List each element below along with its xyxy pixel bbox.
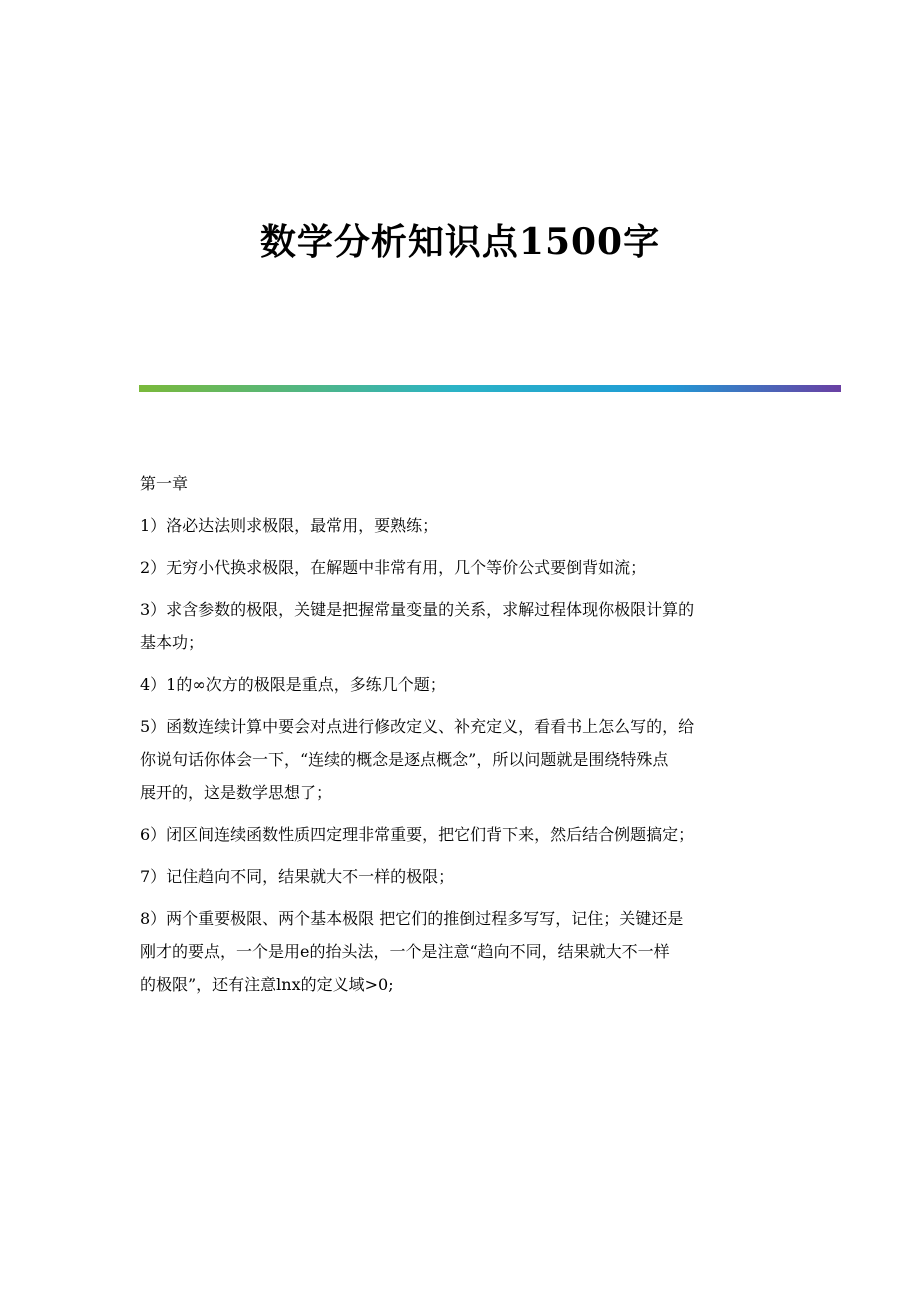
- document-title: 数学分析知识点1500字: [259, 221, 661, 263]
- title-divider: [139, 385, 841, 392]
- paragraph-item-1: [140, 509, 800, 542]
- text-line: 2）无穷小代换求极限，在解题中非常有用，几个等价公式要倒背如流；: [140, 558, 647, 577]
- text-line: 7）记住趋向不同，结果就大不一样的极限；: [140, 867, 455, 886]
- paragraph-item-6: [140, 818, 800, 851]
- text-line: 的极限”，还有注意lnx的定义域>0;: [140, 975, 394, 994]
- text-line: 你说句话你体会一下，“连续的概念是逐点概念”，所以问题就是围绕特殊点: [140, 750, 669, 769]
- paragraph-chapter-heading: [140, 467, 800, 500]
- paragraph-item-8: [140, 902, 800, 1001]
- text-line: 刚才的要点，一个是用e的抬头法，一个是注意“趋向不同，结果就大不一样: [140, 942, 670, 961]
- text-line: 5）函数连续计算中要会对点进行修改定义、补充定义，看看书上怎么写的，给: [140, 717, 695, 736]
- paragraph-item-2: [140, 551, 800, 584]
- text-line: 第一章: [140, 474, 189, 493]
- text-line: 基本功；: [140, 633, 205, 652]
- paragraph-item-4: [140, 668, 800, 701]
- document-body: [140, 467, 800, 1010]
- paragraph-item-5: [140, 710, 800, 809]
- paragraph-item-7: [140, 860, 800, 893]
- paragraph-item-3: [140, 593, 800, 659]
- text-line: 3）求含参数的极限，关键是把握常量变量的关系，求解过程体现你极限计算的: [140, 600, 695, 619]
- text-line: 6）闭区间连续函数性质四定理非常重要，把它们背下来，然后结合例题搞定；: [140, 825, 695, 844]
- text-line: 4）1的∞次方的极限是重点，多练几个题；: [140, 675, 446, 694]
- text-line: 1）洛必达法则求极限，最常用，要熟练；: [140, 516, 439, 535]
- text-line: 展开的，这是数学思想了；: [140, 783, 333, 802]
- text-line: 8）两个重要极限、两个基本极限 把它们的推倒过程多写写，记住；关键还是: [140, 909, 684, 928]
